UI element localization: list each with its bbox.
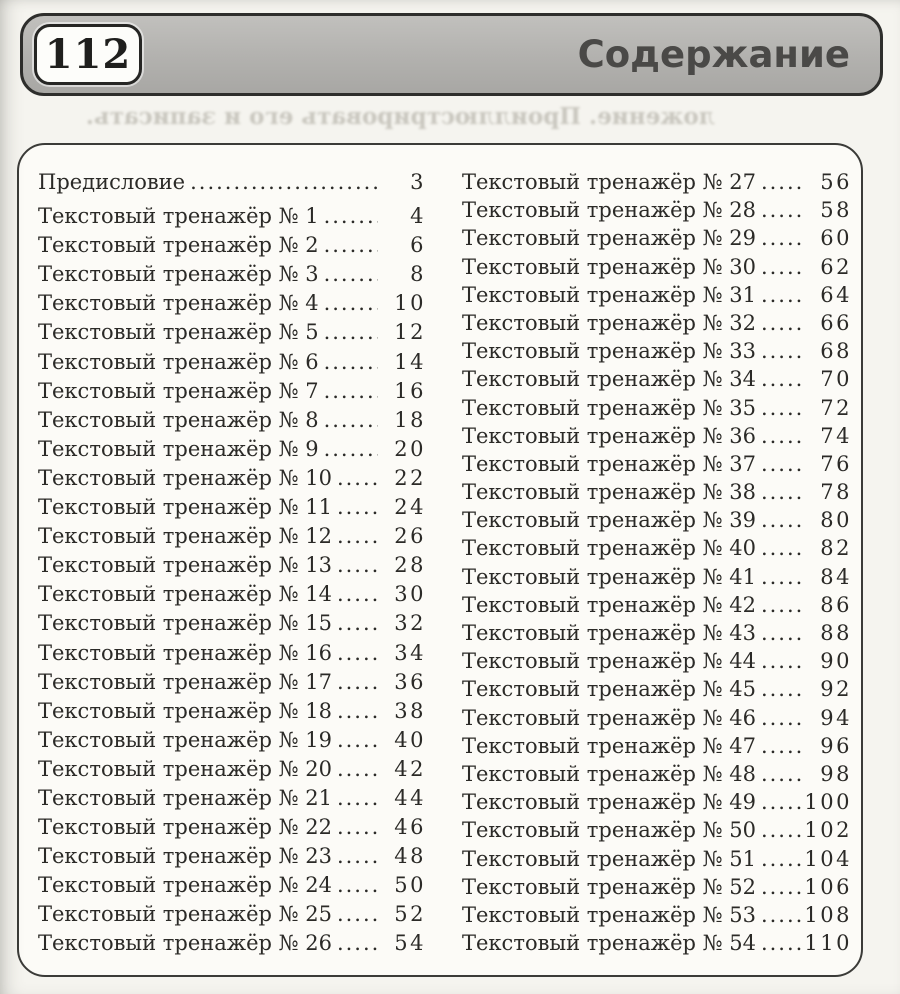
toc-entry-label: Текстовый тренажёр № 24 <box>38 873 332 898</box>
toc-entry <box>38 202 426 231</box>
toc-entry-label: Текстовый тренажёр № 36 <box>462 423 756 448</box>
toc-page-number: 74 <box>820 423 852 448</box>
toc-page-number: 10 <box>394 291 426 316</box>
toc-entry <box>462 675 852 703</box>
toc-page-number: 34 <box>394 640 426 665</box>
toc-leader-dots <box>761 309 804 337</box>
toc-entry <box>462 873 852 901</box>
toc-leader-dots <box>324 289 378 318</box>
toc-leader-dots <box>324 231 378 260</box>
toc-entry-label: Текстовый тренажёр № 27 <box>462 170 756 194</box>
toc-page-number: 66 <box>820 310 852 335</box>
toc-entry <box>38 726 426 755</box>
toc-entry <box>38 348 426 377</box>
toc-entry-label: Текстовый тренажёр № 35 <box>462 395 756 420</box>
toc-page-number: 62 <box>820 254 852 279</box>
toc-page-number: 88 <box>820 621 852 645</box>
toc-page-number: 54 <box>394 931 426 956</box>
toc-entry <box>462 929 852 957</box>
toc-entry <box>462 422 852 450</box>
toc-page-number: 28 <box>394 553 426 578</box>
toc-page-number: 102 <box>804 818 852 843</box>
toc-entry <box>462 478 852 506</box>
toc-leader-dots <box>761 534 804 562</box>
toc-leader-dots <box>337 580 378 609</box>
toc-leader-dots <box>337 639 378 668</box>
toc-entry-label: Текстовый тренажёр № 30 <box>462 254 756 279</box>
toc-entry-label: Текстовый тренажёр № 21 <box>38 785 332 810</box>
toc-entry-label: Текстовый тренажёр № 20 <box>38 756 332 781</box>
toc-entry-label: Предисловие <box>38 170 186 194</box>
toc-page-number: 108 <box>804 902 852 927</box>
toc-leader-dots <box>337 842 378 871</box>
toc-entry-label: Текстовый тренажёр № 25 <box>38 902 332 927</box>
toc-entry-label: Текстовый тренажёр № 9 <box>38 436 319 461</box>
toc-page-number: 84 <box>820 564 852 589</box>
toc-leader-dots <box>761 281 804 309</box>
toc-page-number: 8 <box>410 262 426 287</box>
toc-entry-label: Текстовый тренажёр № 19 <box>38 727 332 752</box>
toc-page-number: 30 <box>394 582 426 607</box>
toc-page-number: 78 <box>820 480 852 505</box>
toc-page-number: 86 <box>820 592 852 617</box>
toc-entry-label: Текстовый тренажёр № 5 <box>38 320 319 345</box>
toc-page-number: 14 <box>394 349 426 374</box>
toc-page-number: 48 <box>394 844 426 869</box>
toc-entry <box>462 619 852 647</box>
toc-entry-label: Текстовый тренажёр № 26 <box>38 931 332 956</box>
toc-entry-label: Текстовый тренажёр № 43 <box>462 621 756 645</box>
toc-entry-label: Текстовый тренажёр № 32 <box>462 310 756 335</box>
toc-leader-dots <box>761 816 802 844</box>
toc-page-number: 96 <box>820 733 852 758</box>
toc-entry <box>38 813 426 842</box>
toc-entry <box>462 281 852 309</box>
toc-page-number: 40 <box>394 727 426 752</box>
toc-entry <box>38 697 426 726</box>
toc-leader-dots <box>761 845 802 873</box>
toc-page-number: 38 <box>394 698 426 723</box>
toc-entry-label: Текстовый тренажёр № 46 <box>462 705 756 730</box>
toc-leader-dots <box>324 377 378 406</box>
toc-entry-label: Текстовый тренажёр № 40 <box>462 536 756 561</box>
toc-page-number: 98 <box>820 761 852 786</box>
toc-leader-dots <box>761 619 804 647</box>
toc-entry <box>462 845 852 873</box>
toc-entry-label: Текстовый тренажёр № 12 <box>38 524 332 549</box>
toc-page-number: 58 <box>820 198 852 223</box>
toc-entry <box>462 196 852 224</box>
toc-page-number: 20 <box>394 436 426 461</box>
toc-entry-label: Текстовый тренажёр № 17 <box>38 669 332 694</box>
toc-entry <box>38 318 426 347</box>
toc-page-number: 24 <box>394 495 426 520</box>
toc-entry <box>38 231 426 260</box>
toc-leader-dots <box>324 260 378 289</box>
toc-page-number: 46 <box>394 815 426 840</box>
toc-leader-dots <box>324 406 378 435</box>
toc-entry-label: Текстовый тренажёр № 42 <box>462 592 756 617</box>
toc-entry-label: Текстовый тренажёр № 13 <box>38 553 332 578</box>
toc-entry-label: Текстовый тренажёр № 37 <box>462 451 756 476</box>
toc-entry-label: Текстовый тренажёр № 53 <box>462 902 756 927</box>
toc-entry-label: Текстовый тренажёр № 2 <box>38 233 319 258</box>
bleed-through-text: ложение. Проиллюстрировать его и записать. <box>85 103 715 130</box>
toc-leader-dots <box>337 871 378 900</box>
toc-entry-label: Текстовый тренажёр № 48 <box>462 761 756 786</box>
toc-page-number: 76 <box>820 451 852 476</box>
toc-entry-label: Текстовый тренажёр № 29 <box>462 226 756 251</box>
toc-entry-label: Текстовый тренажёр № 22 <box>38 815 332 840</box>
toc-leader-dots <box>761 337 804 365</box>
toc-entry <box>462 704 852 732</box>
toc-entry <box>462 224 852 252</box>
toc-page-number: 110 <box>804 931 852 956</box>
toc-entry <box>38 842 426 871</box>
toc-leader-dots <box>324 435 378 464</box>
toc-entry-label: Текстовый тренажёр № 23 <box>38 844 332 869</box>
toc-entry <box>38 289 426 318</box>
toc-leader-dots <box>761 591 804 619</box>
toc-entry-label: Текстовый тренажёр № 11 <box>38 495 332 520</box>
toc-entry <box>38 493 426 522</box>
toc-entry-label: Текстовый тренажёр № 51 <box>462 846 756 871</box>
toc-leader-dots <box>761 224 804 252</box>
toc-entry-label: Текстовый тренажёр № 54 <box>462 931 756 956</box>
toc-entry <box>38 435 426 464</box>
toc-leader-dots <box>337 929 378 958</box>
toc-entry <box>462 563 852 591</box>
toc-leader-dots <box>761 365 804 393</box>
toc-leader-dots <box>337 755 378 784</box>
toc-page-number: 36 <box>394 669 426 694</box>
toc-entry <box>38 464 426 493</box>
toc-page-number: 44 <box>394 785 426 810</box>
toc-leader-dots <box>761 873 802 901</box>
toc-page-number: 90 <box>820 649 852 674</box>
toc-page-number: 100 <box>804 790 852 815</box>
toc-entry-label: Текстовый тренажёр № 33 <box>462 339 756 364</box>
toc-entry <box>462 168 852 196</box>
toc-entry-label: Текстовый тренажёр № 10 <box>38 465 332 490</box>
page-title: Содержание <box>577 33 850 76</box>
toc-entry <box>38 522 426 551</box>
toc-entry-label: Текстовый тренажёр № 38 <box>462 480 756 505</box>
toc-entry-label: Текстовый тренажёр № 44 <box>462 649 756 674</box>
toc-entry <box>462 253 852 281</box>
toc-entry <box>38 551 426 580</box>
toc-entry <box>462 647 852 675</box>
toc-leader-dots <box>337 522 378 551</box>
toc-leader-dots <box>337 551 378 580</box>
toc-leader-dots <box>337 726 378 755</box>
toc-page-number: 50 <box>394 873 426 898</box>
toc-page-number: 18 <box>394 407 426 432</box>
toc-entry-label: Текстовый тренажёр № 39 <box>462 508 756 533</box>
toc-page-number: 26 <box>394 524 426 549</box>
toc-leader-dots <box>324 202 378 231</box>
toc-entry <box>38 755 426 784</box>
toc-entry <box>38 168 426 197</box>
toc-entry <box>462 394 852 422</box>
toc-entry <box>38 580 426 609</box>
toc-page-number: 106 <box>804 874 852 899</box>
toc-entry <box>38 929 426 958</box>
toc-page-number: 22 <box>394 465 426 490</box>
toc-page-number: 104 <box>804 846 852 871</box>
toc-entry <box>462 309 852 337</box>
toc-entry-label: Текстовый тренажёр № 45 <box>462 677 756 702</box>
toc-entry <box>462 760 852 788</box>
toc-page-number: 52 <box>394 902 426 927</box>
toc-entry <box>38 900 426 929</box>
toc-page-number: 56 <box>820 170 852 194</box>
toc-leader-dots <box>337 668 378 697</box>
toc-leader-dots <box>761 506 804 534</box>
toc-container <box>17 143 863 977</box>
toc-entry <box>38 377 426 406</box>
toc-page-number: 12 <box>394 320 426 345</box>
toc-page-number: 16 <box>394 378 426 403</box>
toc-entry-label: Текстовый тренажёр № 3 <box>38 262 319 287</box>
header-bar <box>20 13 883 96</box>
toc-entry <box>38 406 426 435</box>
toc-leader-dots <box>761 168 804 196</box>
toc-entry-label: Текстовый тренажёр № 18 <box>38 698 332 723</box>
toc-leader-dots <box>337 813 378 842</box>
toc-leader-dots <box>761 394 804 422</box>
toc-page-number: 42 <box>394 756 426 781</box>
toc-entry <box>38 784 426 813</box>
toc-page-number: 68 <box>820 339 852 364</box>
toc-page-number: 3 <box>410 170 426 194</box>
toc-page-number: 4 <box>410 204 426 229</box>
toc-entry-label: Текстовый тренажёр № 8 <box>38 407 319 432</box>
toc-column-left <box>38 168 426 955</box>
toc-entry-label: Текстовый тренажёр № 31 <box>462 282 756 307</box>
toc-page-number: 70 <box>820 367 852 392</box>
toc-entry-label: Текстовый тренажёр № 7 <box>38 378 319 403</box>
page-number-badge <box>34 24 142 85</box>
toc-leader-dots <box>337 464 378 493</box>
toc-leader-dots <box>761 675 804 703</box>
toc-entry <box>38 871 426 900</box>
toc-entry-label: Текстовый тренажёр № 15 <box>38 611 332 636</box>
toc-entry <box>38 260 426 289</box>
toc-entry-label: Текстовый тренажёр № 14 <box>38 582 332 607</box>
toc-entry <box>38 668 426 697</box>
toc-leader-dots <box>761 647 804 675</box>
toc-leader-dots <box>190 168 378 197</box>
toc-entry <box>462 450 852 478</box>
toc-leader-dots <box>761 901 802 929</box>
toc-entry <box>462 365 852 393</box>
toc-entry <box>462 732 852 760</box>
toc-leader-dots <box>337 493 378 522</box>
toc-leader-dots <box>761 760 804 788</box>
toc-page-number: 92 <box>820 677 852 702</box>
toc-leader-dots <box>324 348 378 377</box>
toc-entry-label: Текстовый тренажёр № 41 <box>462 564 756 589</box>
toc-entry <box>462 337 852 365</box>
toc-entry <box>462 901 852 929</box>
toc-entry-label: Текстовый тренажёр № 49 <box>462 790 756 815</box>
toc-entry-label: Текстовый тренажёр № 47 <box>462 733 756 758</box>
toc-leader-dots <box>337 609 378 638</box>
page-number: 112 <box>44 31 132 78</box>
toc-entry-label: Текстовый тренажёр № 4 <box>38 291 319 316</box>
toc-leader-dots <box>324 318 378 347</box>
toc-leader-dots <box>761 450 804 478</box>
toc-entry <box>462 591 852 619</box>
toc-page-number: 80 <box>820 508 852 533</box>
toc-leader-dots <box>761 563 804 591</box>
toc-entry-label: Текстовый тренажёр № 16 <box>38 640 332 665</box>
toc-entry-label: Текстовый тренажёр № 6 <box>38 349 319 374</box>
toc-entry-label: Текстовый тренажёр № 1 <box>38 204 319 229</box>
toc-leader-dots <box>337 900 378 929</box>
toc-leader-dots <box>761 196 804 224</box>
toc-column-right <box>462 168 852 955</box>
toc-entry <box>462 506 852 534</box>
toc-leader-dots <box>337 697 378 726</box>
toc-page-number: 64 <box>820 282 852 307</box>
toc-entry-label: Текстовый тренажёр № 50 <box>462 818 756 843</box>
toc-page-number: 6 <box>410 233 426 258</box>
toc-entry <box>38 639 426 668</box>
toc-entry-label: Текстовый тренажёр № 52 <box>462 874 756 899</box>
toc-leader-dots <box>761 704 804 732</box>
toc-leader-dots <box>761 929 802 957</box>
toc-entry <box>462 816 852 844</box>
toc-entry <box>462 534 852 562</box>
toc-leader-dots <box>761 478 804 506</box>
toc-leader-dots <box>761 253 804 281</box>
toc-leader-dots <box>761 788 802 816</box>
toc-entry <box>38 609 426 638</box>
toc-entry <box>462 788 852 816</box>
toc-page-number: 72 <box>820 395 852 420</box>
toc-leader-dots <box>337 784 378 813</box>
toc-entry-label: Текстовый тренажёр № 34 <box>462 367 756 392</box>
toc-page-number: 60 <box>820 226 852 251</box>
toc-page-number: 94 <box>820 705 852 730</box>
toc-page-number: 32 <box>394 611 426 636</box>
toc-page-number: 82 <box>820 536 852 561</box>
toc-leader-dots <box>761 732 804 760</box>
toc-entry-label: Текстовый тренажёр № 28 <box>462 198 756 223</box>
toc-leader-dots <box>761 422 804 450</box>
